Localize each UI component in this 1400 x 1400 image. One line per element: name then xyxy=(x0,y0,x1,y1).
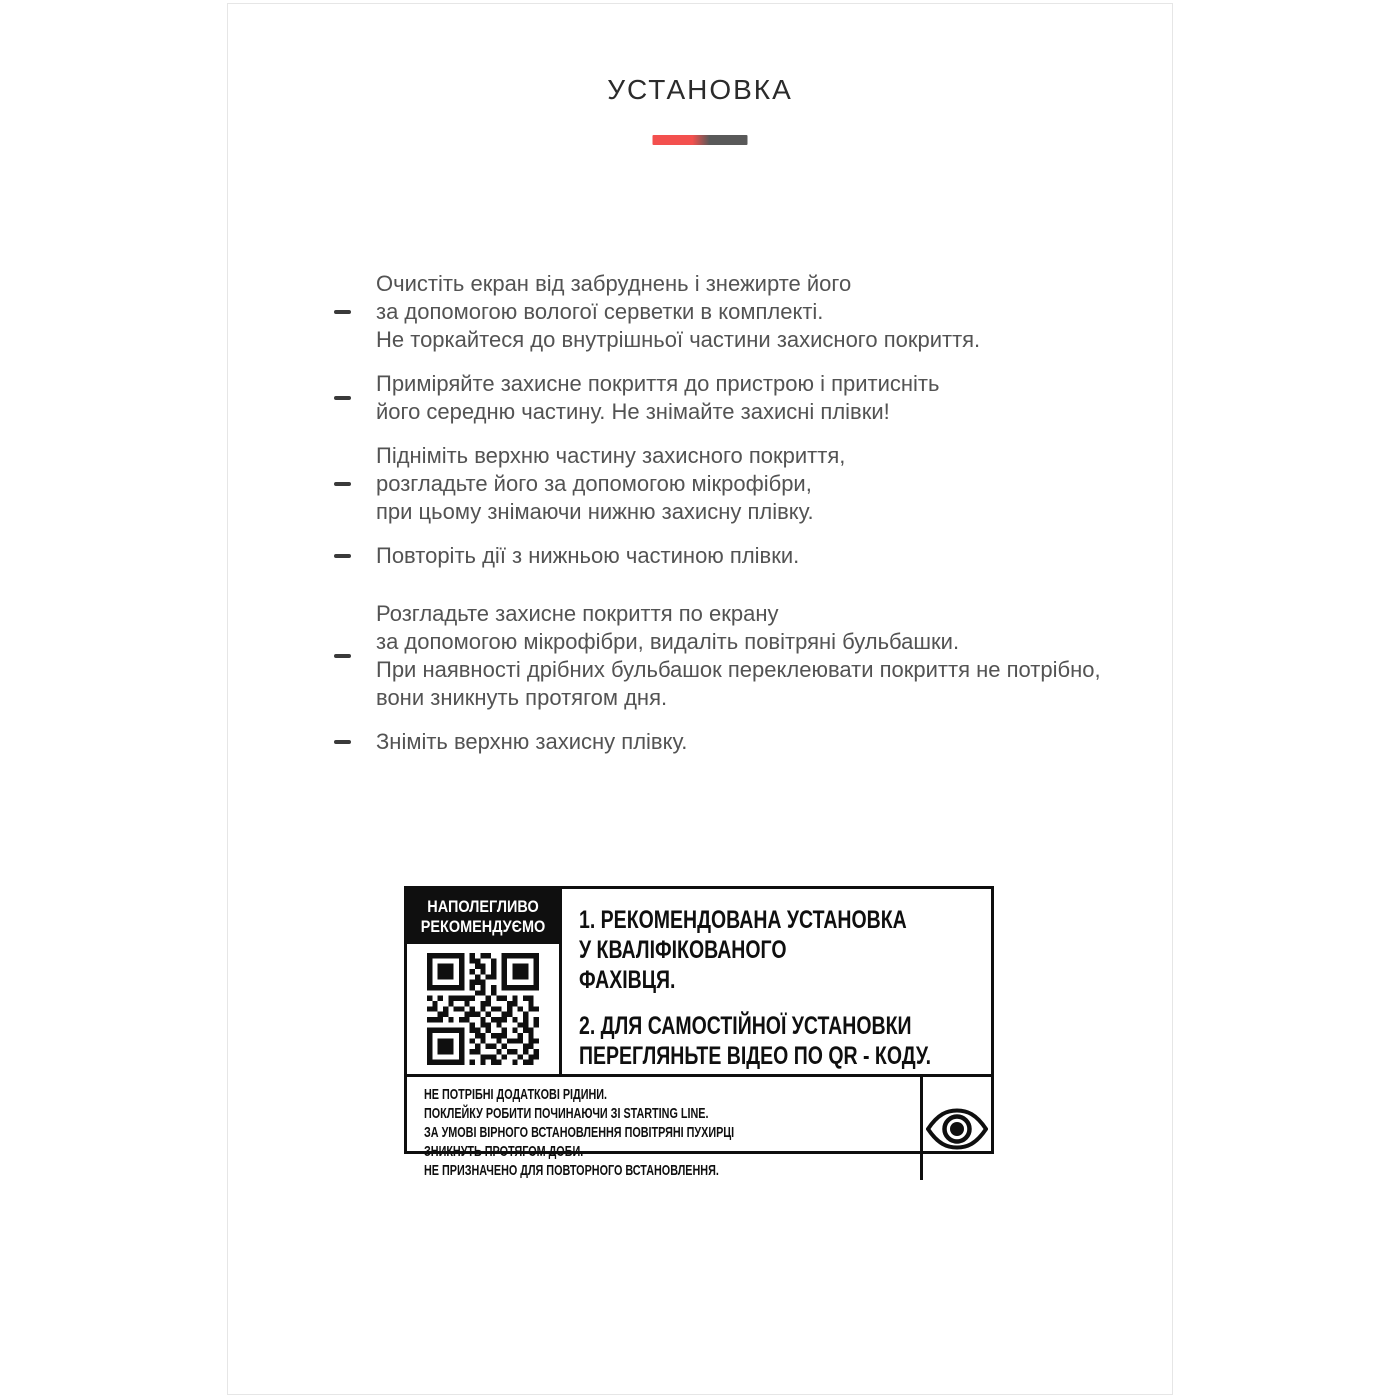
instruction-line: розгладьте його за допомогою мікрофібри, xyxy=(376,471,812,496)
accent-bar xyxy=(653,135,748,145)
list-item xyxy=(334,728,1142,756)
instruction-line: Розгладьте захисне покриття по екрану xyxy=(376,601,779,626)
instruction-line: його середню частину. Не знімайте захисні плівки! xyxy=(376,399,890,424)
list-item xyxy=(334,600,1142,712)
dash-bullet-icon xyxy=(334,554,351,558)
qr-code xyxy=(407,944,559,1074)
instruction-line: вони зникнуть протягом дня. xyxy=(376,685,668,710)
instruction-text xyxy=(376,728,687,756)
instruction-line: Зніміть верхню захисну плівку. xyxy=(376,729,688,754)
list-item xyxy=(334,370,1142,426)
instruction-text xyxy=(376,442,845,526)
notes-text xyxy=(424,1085,781,1180)
list-item xyxy=(334,542,1142,570)
instruction-line: Підніміть верхню частину захисного покриття, xyxy=(376,443,846,468)
header-line: НАПОЛЕГЛИВО xyxy=(427,896,539,916)
recommendation-items-text xyxy=(579,905,991,1071)
instruction-line: Не торкайтеся до внутрішньої частини захисного покриття. xyxy=(376,327,981,352)
recommendation-box-bottom-row xyxy=(407,1077,991,1180)
header-line: РЕКОМЕНДУЄМО xyxy=(420,916,546,936)
recommendation-item xyxy=(579,1011,991,1071)
list-item xyxy=(334,442,1142,526)
eye-cell xyxy=(923,1077,991,1180)
recommendation-line: ПЕРЕГЛЯНЬТЕ ВІДЕО ПО QR - КОДУ. xyxy=(579,1042,931,1070)
qr-column xyxy=(407,889,562,1074)
instruction-line: Повторіть дії з нижньою частиною плівки. xyxy=(376,543,800,568)
instruction-text xyxy=(376,600,1101,712)
instruction-line: Приміряйте захисне покриття до пристрою і притисніть xyxy=(376,371,940,396)
instruction-line: Очистіть екран від забруднень і знежирте його xyxy=(376,271,852,296)
recommendation-items xyxy=(562,889,991,1074)
instruction-sheet xyxy=(227,3,1173,1395)
notes-cell xyxy=(407,1077,923,1180)
recommendation-line: 1. РЕКОМЕНДОВАНА УСТАНОВКА xyxy=(579,906,907,934)
strongly-recommend-text xyxy=(418,897,547,937)
instruction-line: При наявності дрібних бульбашок переклеювати покриття не потрібно, xyxy=(376,657,1101,682)
dash-bullet-icon xyxy=(334,396,351,400)
instruction-text xyxy=(376,370,939,426)
strongly-recommend-header xyxy=(407,889,559,944)
recommendation-item xyxy=(579,905,991,995)
recommendation-line: 2. ДЛЯ САМОСТІЙНОЇ УСТАНОВКИ xyxy=(579,1012,912,1040)
dash-bullet-icon xyxy=(334,654,351,658)
recommendation-box xyxy=(404,886,994,1179)
instruction-line: за допомогою вологої серветки в комплекті. xyxy=(376,299,824,324)
dash-bullet-icon xyxy=(334,482,351,486)
instruction-text xyxy=(376,270,980,354)
dash-bullet-icon xyxy=(334,310,351,314)
page-title: УСТАНОВКА xyxy=(607,74,793,105)
note-line: НЕ ПОТРІБНІ ДОДАТКОВІ РІДИНИ. xyxy=(424,1086,608,1103)
note-line: ПОКЛЕЙКУ РОБИТИ ПОЧИНАЮЧИ ЗІ STARTING LINE. xyxy=(424,1105,709,1122)
list-item xyxy=(334,270,1142,354)
instruction-list xyxy=(334,270,1142,772)
qr-code-icon xyxy=(427,953,539,1065)
recommendation-box-top-row xyxy=(407,889,991,1077)
instruction-text xyxy=(376,542,799,570)
recommendation-line: У КВАЛІФІКОВАНОГО xyxy=(579,936,787,964)
instruction-line: при цьому знімаючи нижню захисну плівку. xyxy=(376,499,814,524)
note-line: НЕ ПРИЗНАЧЕНО ДЛЯ ПОВТОРНОГО ВСТАНОВЛЕННЯ. xyxy=(424,1162,719,1179)
recommendation-line: ФАХІВЦЯ. xyxy=(579,966,676,994)
dash-bullet-icon xyxy=(334,740,351,744)
eye-icon xyxy=(926,1107,988,1151)
instruction-line: за допомогою мікрофібри, видаліть повітряні бульбашки. xyxy=(376,629,960,654)
note-line: ЗА УМОВІ ВІРНОГО ВСТАНОВЛЕННЯ ПОВІТРЯНІ ПУХИРЦІ ЗНИКНУТЬ ПРОТЯГОМ ДОБИ. xyxy=(424,1124,735,1160)
